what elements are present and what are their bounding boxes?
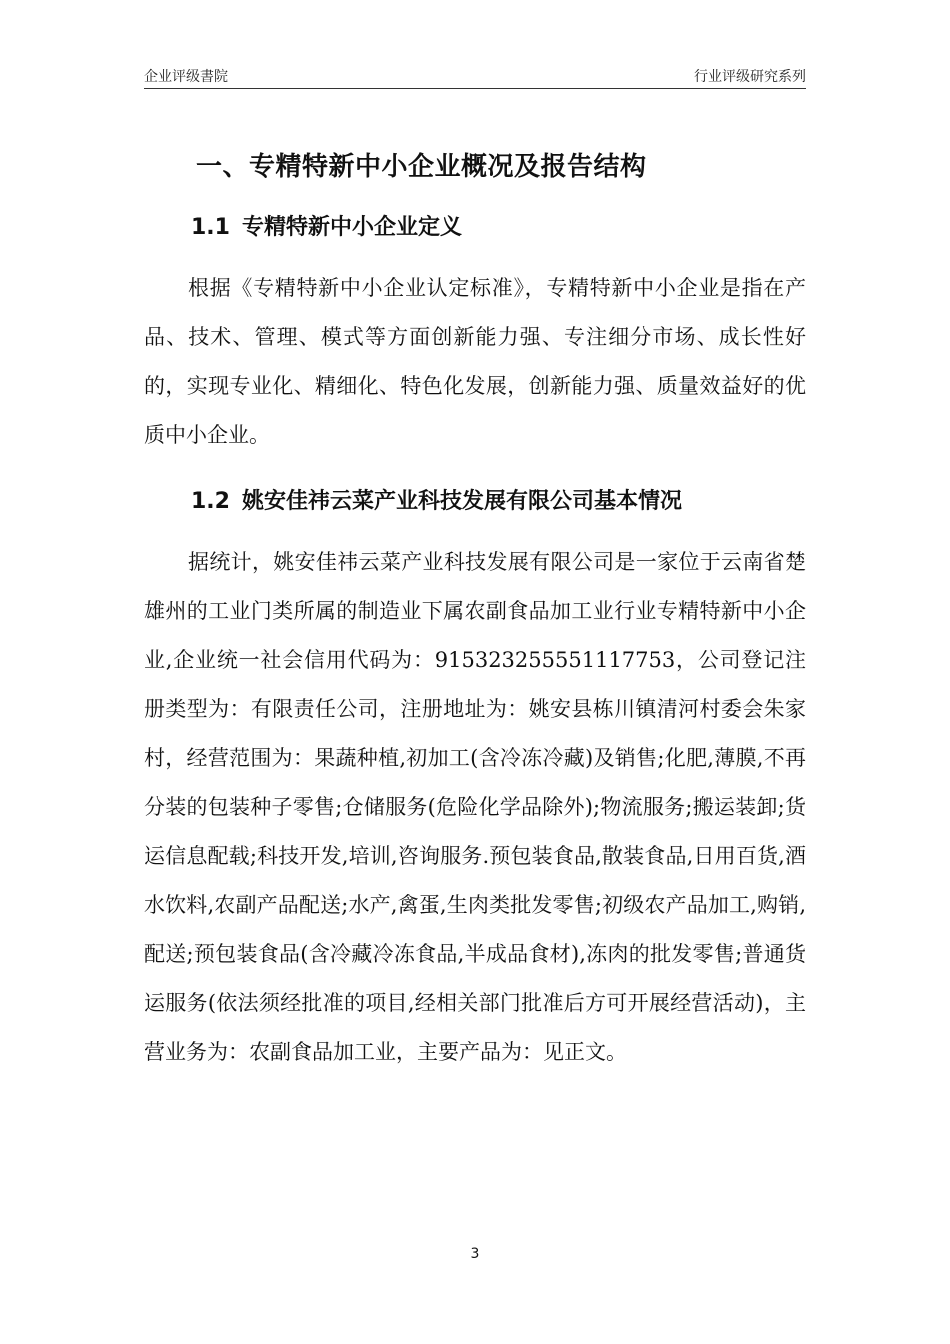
section-1-1-paragraph: 根据《专精特新中小企业认定标准》，专精特新中小企业是指在产品、技术、管理、模式等方面创新能力强、专注细分市场、成长性好的，实现专业化、精细化、特色化发展，创新能力强、质量效益好的优质中小企业。	[144, 276, 806, 447]
header-right-text: 行业评级研究系列	[694, 69, 806, 85]
section-1-1-heading	[191, 210, 462, 241]
section-1-1-number: 1.1	[191, 215, 230, 240]
section-1-heading: 一、专精特新中小企业概况及报告结构	[196, 152, 647, 182]
page-number: 3	[470, 1246, 480, 1262]
section-1-1-title: 专精特新中小企业定义	[241, 215, 462, 240]
section-1-2-number: 1.2	[191, 489, 230, 514]
header-left-text: 企业评级書院	[144, 69, 228, 85]
header-divider	[144, 88, 806, 89]
section-1-2-heading	[191, 484, 682, 515]
section-1-2-title: 姚安佳祎云菜产业科技发展有限公司基本情况	[241, 489, 682, 514]
section-1-2-paragraph: 据统计，姚安佳祎云菜产业科技发展有限公司是一家位于云南省楚雄州的工业门类所属的制造业下属农副食品加工业行业专精特新中小企业,企业统一社会信用代码为：915323255551117753，公司登记注册类型为：有限责任公司，注册地址为：姚安县栋川镇清河村委会朱家村，经营范围为：果蔬种植,初加工(含冷冻冷藏)及销售;化肥,薄膜,不再分装的包装种子零售;仓储服务(危险化学品除外);物流服务;搬运装卸;货运信息配载;科技开发,培训,咨询服务.预包装食品,散装食品,日用百货,酒水饮料,农副产品配送;水产,禽蛋,生肉类批发零售;初级农产品加工,购销,配送;预包装食品(含冷藏冷冻食品,半成品食材),冻肉的批发零售;普通货运服务(依法须经批准的项目,经相关部门批准后方可开展经营活动)，主营业务为：农副食品加工业，主要产品为：见正文。	[144, 550, 806, 1064]
